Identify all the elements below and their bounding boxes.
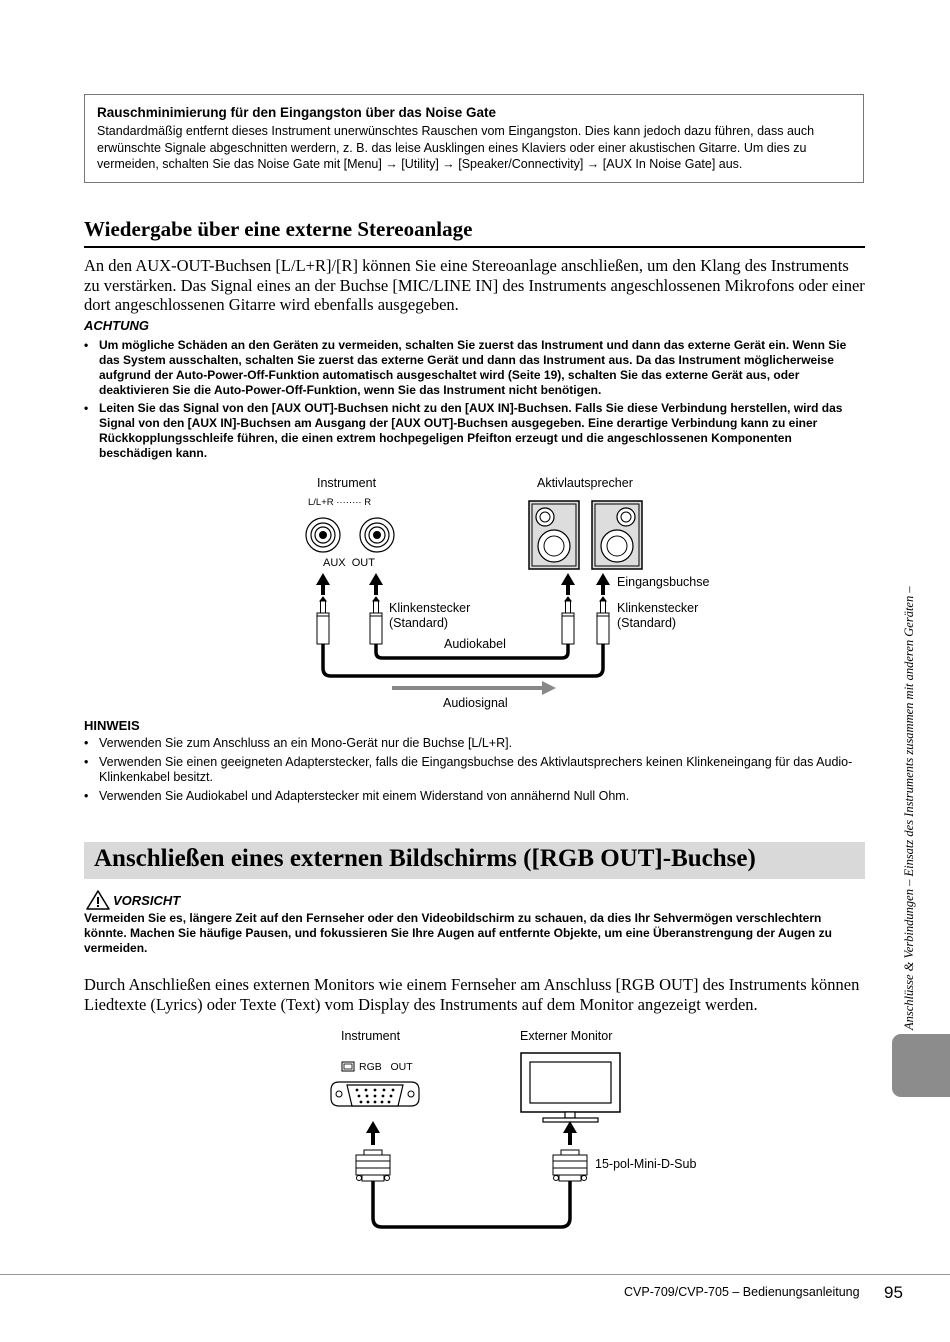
jack-labels: L/L+R ········ R xyxy=(308,497,372,508)
rgb-out-diagram xyxy=(0,1025,950,1260)
caution2-text: Vermeiden Sie es, längere Zeit auf den Fernseher oder den Videobildschirm zu schauen, da dies Ihr Sehvermögen verschlechtern könnte. Machen Sie häufige Pausen, und fokussieren Sie Ihre Augen auf entfernte Objekte, um eine Überanstrengung der Augen zu vermeiden. xyxy=(84,911,832,955)
noise-gate-title: Rauschminimierung für den Eingangston über das Noise Gate xyxy=(97,105,497,120)
plug-label-left: Klinkenstecker (Standard) xyxy=(389,601,471,630)
diagram1-instrument-label: Instrument xyxy=(317,476,377,490)
aux-out-jack-left xyxy=(306,518,340,552)
caution-item: • Leiten Sie das Signal von den [AUX OUT]-Buchsen nicht zu den [AUX IN]-Buchsen. Falls Sie diese Verbindung herstellen, wird das Signal von den [AUX IN]-Buchsen am Ausgang der [AUX OUT]-Buchsen ausgegeben. Eine derartige Verbindung kann zu einer Rückkopplungsschleife führen, die einen extrem hochpegeligen Pfeifton erzeugt und die angeschlossenen Komponenten beschädigen kann. xyxy=(84,401,854,461)
warning-triangle-icon xyxy=(86,890,110,910)
aux-out-jack-right xyxy=(360,518,394,552)
note-list xyxy=(84,736,854,807)
plug-label-right: Klinkenstecker (Standard) xyxy=(617,601,699,630)
diagram2-instrument-label: Instrument xyxy=(341,1029,401,1043)
side-tab xyxy=(892,1034,950,1097)
speaker-right xyxy=(592,501,642,569)
page-number: 95 xyxy=(884,1283,903,1302)
speaker-left xyxy=(529,501,579,569)
speakers-label: Aktivlautsprecher xyxy=(537,476,633,490)
external-monitor-icon xyxy=(521,1053,620,1122)
up-arrow-icon xyxy=(316,573,610,595)
footer-text: CVP-709/CVP-705 – Bedienungsanleitung xyxy=(624,1285,860,1299)
noise-gate-box xyxy=(84,94,864,183)
aux-out-diagram xyxy=(0,470,950,715)
note-item: • Verwenden Sie zum Anschluss an ein Mono-Gerät nur die Buchse [L/L+R]. xyxy=(84,736,854,752)
side-tab-text: Anschlüsse & Verbindungen – Einsatz des Instruments zusammen mit anderen Geräten – xyxy=(902,586,916,1030)
caution-list xyxy=(84,338,854,464)
caution2-label: VORSICHT xyxy=(113,893,181,908)
section-monitor-intro: Durch Anschließen eines externen Monitors wie einem Fernseher am Anschluss [RGB OUT] des Instruments können Liedtexte (Lyrics) oder Texte (Text) vom Display des Instruments auf dem Monitor angezeigt werden. xyxy=(84,975,860,1014)
monitor-label: Externer Monitor xyxy=(520,1029,613,1043)
noise-gate-text: Standardmäßig entfernt dieses Instrument unerwünschtes Rauschen vom Eingangston. Dies kann jedoch dazu führen, dass auch erwünschte Signale abgeschnitten werdern, z. B. das leise Ausklingen eines Klaviers oder einer akustischen Gitarre. Um dies zu vermeiden, schalten Sie das Noise Gate mit [Menu] → [Utility] → [Speaker/Connectivity] → [AUX In Noise Gate] aus. xyxy=(97,124,815,171)
caution-label: ACHTUNG xyxy=(84,318,149,333)
section-stereo-intro: An den AUX-OUT-Buchsen [L/L+R]/[R] können Sie eine Stereoanlage anschließen, um den Klang des Instruments zu verstärken. Das Signal eines an der Buchse [MIC/LINE IN] des Instruments angeschlossenen Mikrofons oder einer dort angeschlossenen Gitarre wird ebenfalls ausgegeben. xyxy=(84,256,865,314)
section-monitor-heading: Anschließen eines externen Bildschirms ([RGB OUT]-Buchse) xyxy=(94,845,756,872)
up-arrow-icon xyxy=(366,1121,577,1145)
note-label: HINWEIS xyxy=(84,718,140,733)
connector-label: 15-pol-Mini-D-Sub xyxy=(595,1157,697,1171)
rgb-out-label: RGB OUT xyxy=(359,1061,413,1073)
caution-item: • Um mögliche Schäden an den Geräten zu vermeiden, schalten Sie zuerst das Instrument und dann das externe Gerät ein. Wenn Sie das System ausschalten, schalten Sie zuerst das externe Gerät und dann das Instrument aus. Da das Instrument möglicherweise aufgrund der Auto-Power-Off-Funktion automatisch ausgeschaltet wird (Seite 19), schalten Sie das externe Gerät aus, oder deaktivieren Sie die Auto-Power-Off-Funktion, wenn Sie das Instrument nicht benötigen. xyxy=(84,338,854,398)
signal-label: Audiosignal xyxy=(443,696,508,710)
footer-rule xyxy=(0,1274,950,1275)
rgb-cable xyxy=(373,1181,570,1227)
note-item: • Verwenden Sie einen geeigneten Adapterstecker, falls die Eingangsbuchse des Aktivlautsprechers keinen Klinkeneingang für das Audio-Klinkenkabel besitzt. xyxy=(84,755,854,786)
input-jack-label: Eingangsbuchse xyxy=(617,575,710,589)
aux-out-label: AUX OUT xyxy=(323,557,375,569)
note-item: • Verwenden Sie Audiokabel und Adapterstecker mit einem Widerstand von annähernd Null Ohm. xyxy=(84,789,854,805)
d-sub-plug-icon xyxy=(356,1150,587,1181)
cable-label: Audiokabel xyxy=(444,637,506,651)
section-stereo-heading: Wiedergabe über eine externe Stereoanlage xyxy=(84,217,865,248)
signal-arrow-icon xyxy=(392,681,556,695)
